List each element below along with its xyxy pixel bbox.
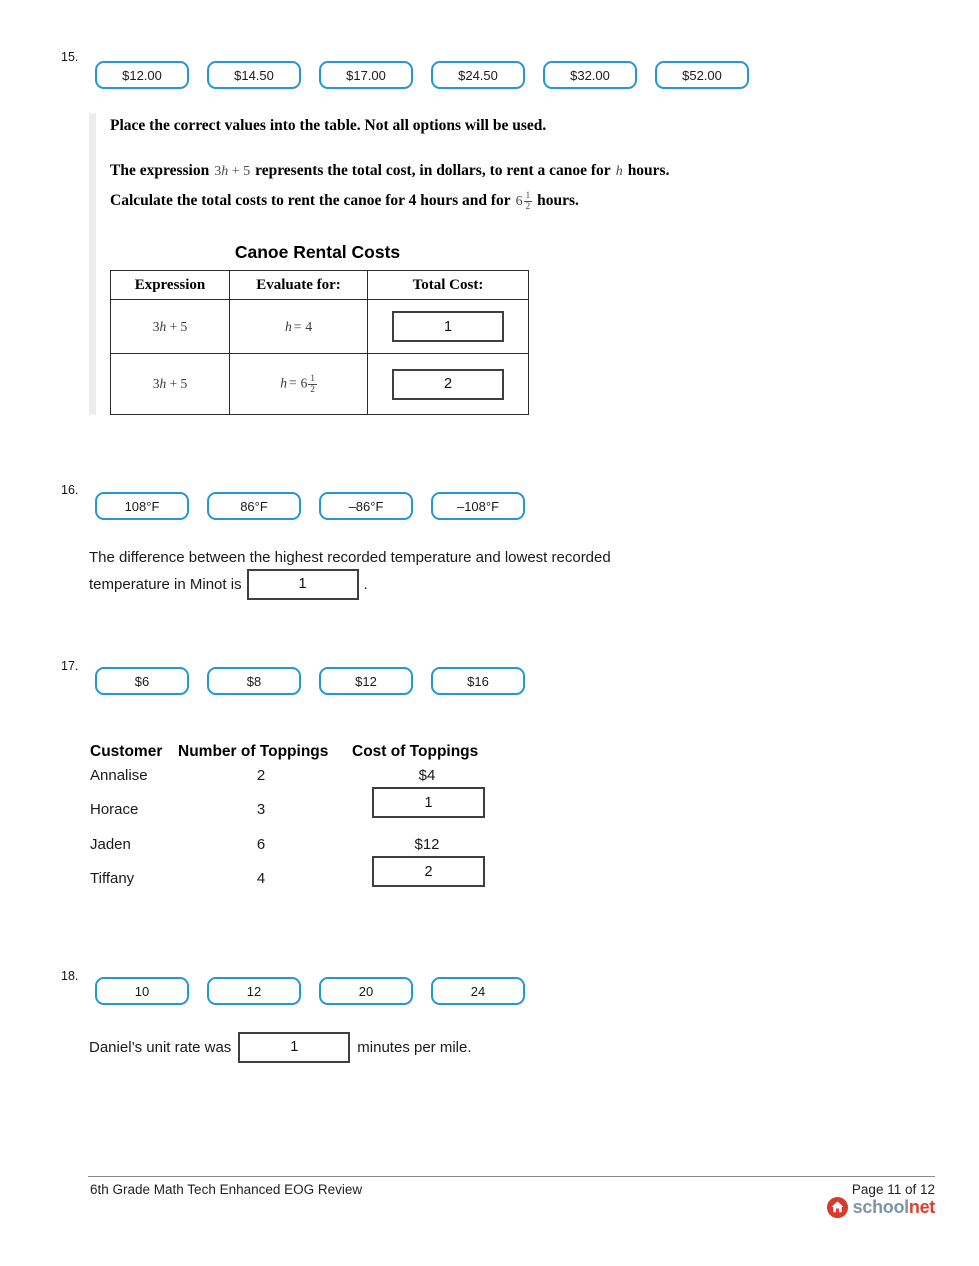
prompt-text: represents the total cost, in dollars, to rent a canoe for: [255, 162, 611, 179]
answer-chip[interactable]: $14.50: [207, 61, 301, 89]
footer-document-title: 6th Grade Math Tech Enhanced EOG Review: [90, 1182, 363, 1197]
answer-chip[interactable]: $6: [95, 667, 189, 695]
question-indent-bar: [89, 113, 96, 415]
answer-chip[interactable]: –108°F: [431, 492, 525, 520]
answer-chip[interactable]: $12.00: [95, 61, 189, 89]
answer-chip[interactable]: $12: [319, 667, 413, 695]
customer-name: Horace: [90, 801, 139, 818]
prompt-text: Calculate the total costs to rent the canoe for 4 hours and for: [110, 192, 511, 209]
toppings-header-number: Number of Toppings: [178, 743, 329, 760]
total-cost-cell: [368, 354, 529, 415]
table-row: [111, 354, 529, 415]
column-header-total-cost: Total Cost:: [368, 271, 529, 300]
drop-zone-unit-rate[interactable]: 1: [238, 1032, 350, 1063]
answer-chip[interactable]: 20: [319, 977, 413, 1005]
q16-sentence-line1: The difference between the highest recorded temperature and lowest recorded: [89, 549, 611, 566]
prompt-text: hours.: [627, 162, 670, 179]
expression-math: 3h + 5: [214, 164, 251, 179]
drop-zone-total-cost-2[interactable]: 2: [392, 369, 504, 400]
sentence-text: minutes per mile.: [357, 1038, 472, 1056]
q17-answer-chips: [95, 667, 525, 695]
drop-zone-cost-horace[interactable]: 1: [372, 787, 485, 818]
customer-name: Tiffany: [90, 870, 135, 887]
toppings-count: 3: [256, 801, 266, 818]
answer-chip[interactable]: 24: [431, 977, 525, 1005]
column-header-expression: Expression: [111, 271, 230, 300]
table-row: [111, 300, 529, 354]
toppings-header-customer: Customer: [90, 743, 163, 760]
q18-answer-chips: [95, 977, 525, 1005]
drop-zone-total-cost-1[interactable]: 1: [392, 311, 504, 342]
answer-chip[interactable]: $24.50: [431, 61, 525, 89]
answer-chip[interactable]: 108°F: [95, 492, 189, 520]
q15-prompt: [110, 160, 669, 220]
question-16-number: 16.: [61, 483, 79, 497]
prompt-text: The expression: [110, 162, 210, 179]
prompt-text: hours.: [537, 192, 579, 209]
sentence-text: Daniel’s unit rate was: [89, 1038, 232, 1056]
answer-chip[interactable]: $17.00: [319, 61, 413, 89]
q16-answer-chips: [95, 492, 525, 520]
canoe-table-title: Canoe Rental Costs: [234, 242, 401, 262]
question-17-number: 17.: [61, 659, 79, 673]
answer-chip[interactable]: 12: [207, 977, 301, 1005]
toppings-cost: $4: [418, 767, 436, 784]
drop-zone-wrapper: [372, 856, 485, 887]
q16-sentence-line2: [89, 568, 368, 600]
variable-math: h: [615, 164, 623, 179]
toppings-header-cost: Cost of Toppings: [352, 743, 479, 760]
toppings-cost: $12: [414, 836, 440, 853]
expression-cell: 3h + 5: [111, 354, 230, 415]
schoolnet-house-icon: [826, 1196, 849, 1219]
column-header-evaluate: Evaluate for:: [230, 271, 368, 300]
toppings-count: 2: [256, 767, 266, 784]
answer-chip[interactable]: $32.00: [543, 61, 637, 89]
logo-wordmark: schoolnet: [852, 1197, 935, 1217]
question-15-number: 15.: [61, 50, 79, 64]
evaluate-cell: h = 4: [230, 300, 368, 354]
answer-chip[interactable]: $52.00: [655, 61, 749, 89]
question-18-number: 18.: [61, 969, 79, 983]
canoe-rental-table: [110, 270, 529, 415]
toppings-count: 4: [256, 870, 266, 887]
answer-chip[interactable]: 10: [95, 977, 189, 1005]
customer-name: Annalise: [90, 767, 148, 784]
q15-answer-chips: [95, 61, 749, 89]
expression-cell: 3h + 5: [111, 300, 230, 354]
footer-page-number: Page 11 of 12: [851, 1182, 935, 1197]
customer-name: Jaden: [90, 836, 131, 853]
total-cost-cell: [368, 300, 529, 354]
q15-prompt-line1: [110, 160, 669, 182]
drop-zone-wrapper: [372, 787, 485, 818]
toppings-count: 6: [256, 836, 266, 853]
q18-sentence: [89, 1031, 472, 1063]
answer-chip[interactable]: –86°F: [319, 492, 413, 520]
q15-prompt-line2: [110, 190, 669, 212]
evaluate-cell: h = 6 $\frac{1}{2}$: [230, 354, 368, 415]
sentence-text: .: [363, 575, 368, 593]
answer-chip[interactable]: $8: [207, 667, 301, 695]
mixed-number-math: 6 $\frac{1}{2}$: [515, 190, 531, 212]
sentence-text: temperature in Minot is: [89, 575, 242, 593]
footer-divider: [88, 1176, 935, 1177]
schoolnet-logo: [826, 1196, 935, 1219]
answer-chip[interactable]: $16: [431, 667, 525, 695]
drop-zone-temperature[interactable]: 1: [247, 569, 359, 600]
answer-chip[interactable]: 86°F: [207, 492, 301, 520]
q15-instruction: Place the correct values into the table. Not all options will be used.: [110, 117, 547, 134]
drop-zone-cost-tiffany[interactable]: 2: [372, 856, 485, 887]
